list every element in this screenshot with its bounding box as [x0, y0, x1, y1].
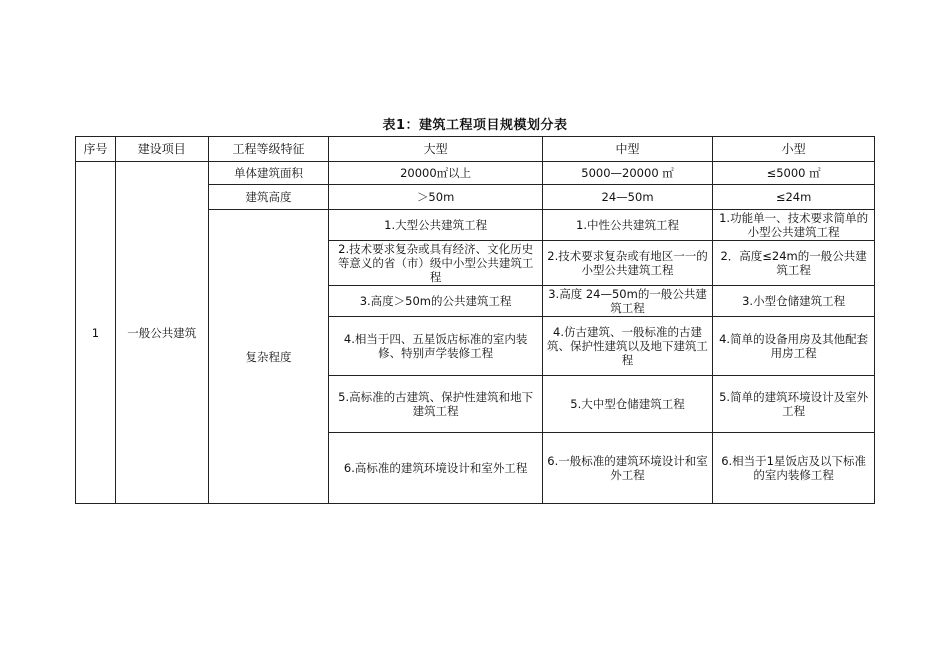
medium-cell: 4.仿古建筑、一般标准的古建筑、保护性建筑以及地下建筑工程 [542, 317, 712, 376]
project-scale-table [75, 136, 875, 504]
large-cell: ＞50m [329, 185, 542, 210]
small-cell: 5.简单的建筑环境设计及室外工程 [713, 376, 875, 433]
header-row [76, 137, 875, 162]
feature-cell: 单体建筑面积 [208, 162, 329, 185]
table-title: 表1：建筑工程项目规模划分表 [382, 118, 568, 133]
medium-cell: 24—50m [542, 185, 712, 210]
header-small: 小型 [713, 137, 875, 162]
header-medium: 中型 [542, 137, 712, 162]
feature-cell: 建筑高度 [208, 185, 329, 210]
table-row [76, 162, 875, 185]
header-project: 建设项目 [115, 137, 208, 162]
large-cell: 20000㎡以上 [329, 162, 542, 185]
small-cell: 1.功能单一、技术要求简单的小型公共建筑工程 [713, 210, 875, 241]
medium-cell: 5000—20000 ㎡ [542, 162, 712, 185]
small-cell: 3.小型仓储建筑工程 [713, 286, 875, 317]
seq-cell: 1 [76, 162, 116, 504]
project-cell: 一般公共建筑 [115, 162, 208, 504]
small-cell: 2．高度≤24m的一般公共建筑工程 [713, 241, 875, 286]
medium-cell: 6.一般标准的建筑环境设计和室外工程 [542, 433, 712, 504]
large-cell: 4.相当于四、五星饭店标准的室内装修、特别声学装修工程 [329, 317, 542, 376]
medium-cell: 2.技术要求复杂或有地区一一的小型公共建筑工程 [542, 241, 712, 286]
medium-cell: 1.中性公共建筑工程 [542, 210, 712, 241]
large-cell: 5.高标准的古建筑、保护性建筑和地下建筑工程 [329, 376, 542, 433]
medium-cell: 3.高度 24—50m的一般公共建筑工程 [542, 286, 712, 317]
large-cell: 6.高标准的建筑环境设计和室外工程 [329, 433, 542, 504]
header-seq: 序号 [76, 137, 116, 162]
large-cell: 3.高度＞50m的公共建筑工程 [329, 286, 542, 317]
small-cell: ≤24m [713, 185, 875, 210]
small-cell: 4.简单的设备用房及其他配套用房工程 [713, 317, 875, 376]
medium-cell: 5.大中型仓储建筑工程 [542, 376, 712, 433]
large-cell: 1.大型公共建筑工程 [329, 210, 542, 241]
large-cell: 2.技术要求复杂或具有经济、文化历史等意义的省（市）级中小型公共建筑工程 [329, 241, 542, 286]
small-cell: ≤5000 ㎡ [713, 162, 875, 185]
header-large: 大型 [329, 137, 542, 162]
small-cell: 6.相当于1星饭店及以下标准的室内装修工程 [713, 433, 875, 504]
complexity-cell: 复杂程度 [208, 210, 329, 504]
header-feature: 工程等级特征 [208, 137, 329, 162]
